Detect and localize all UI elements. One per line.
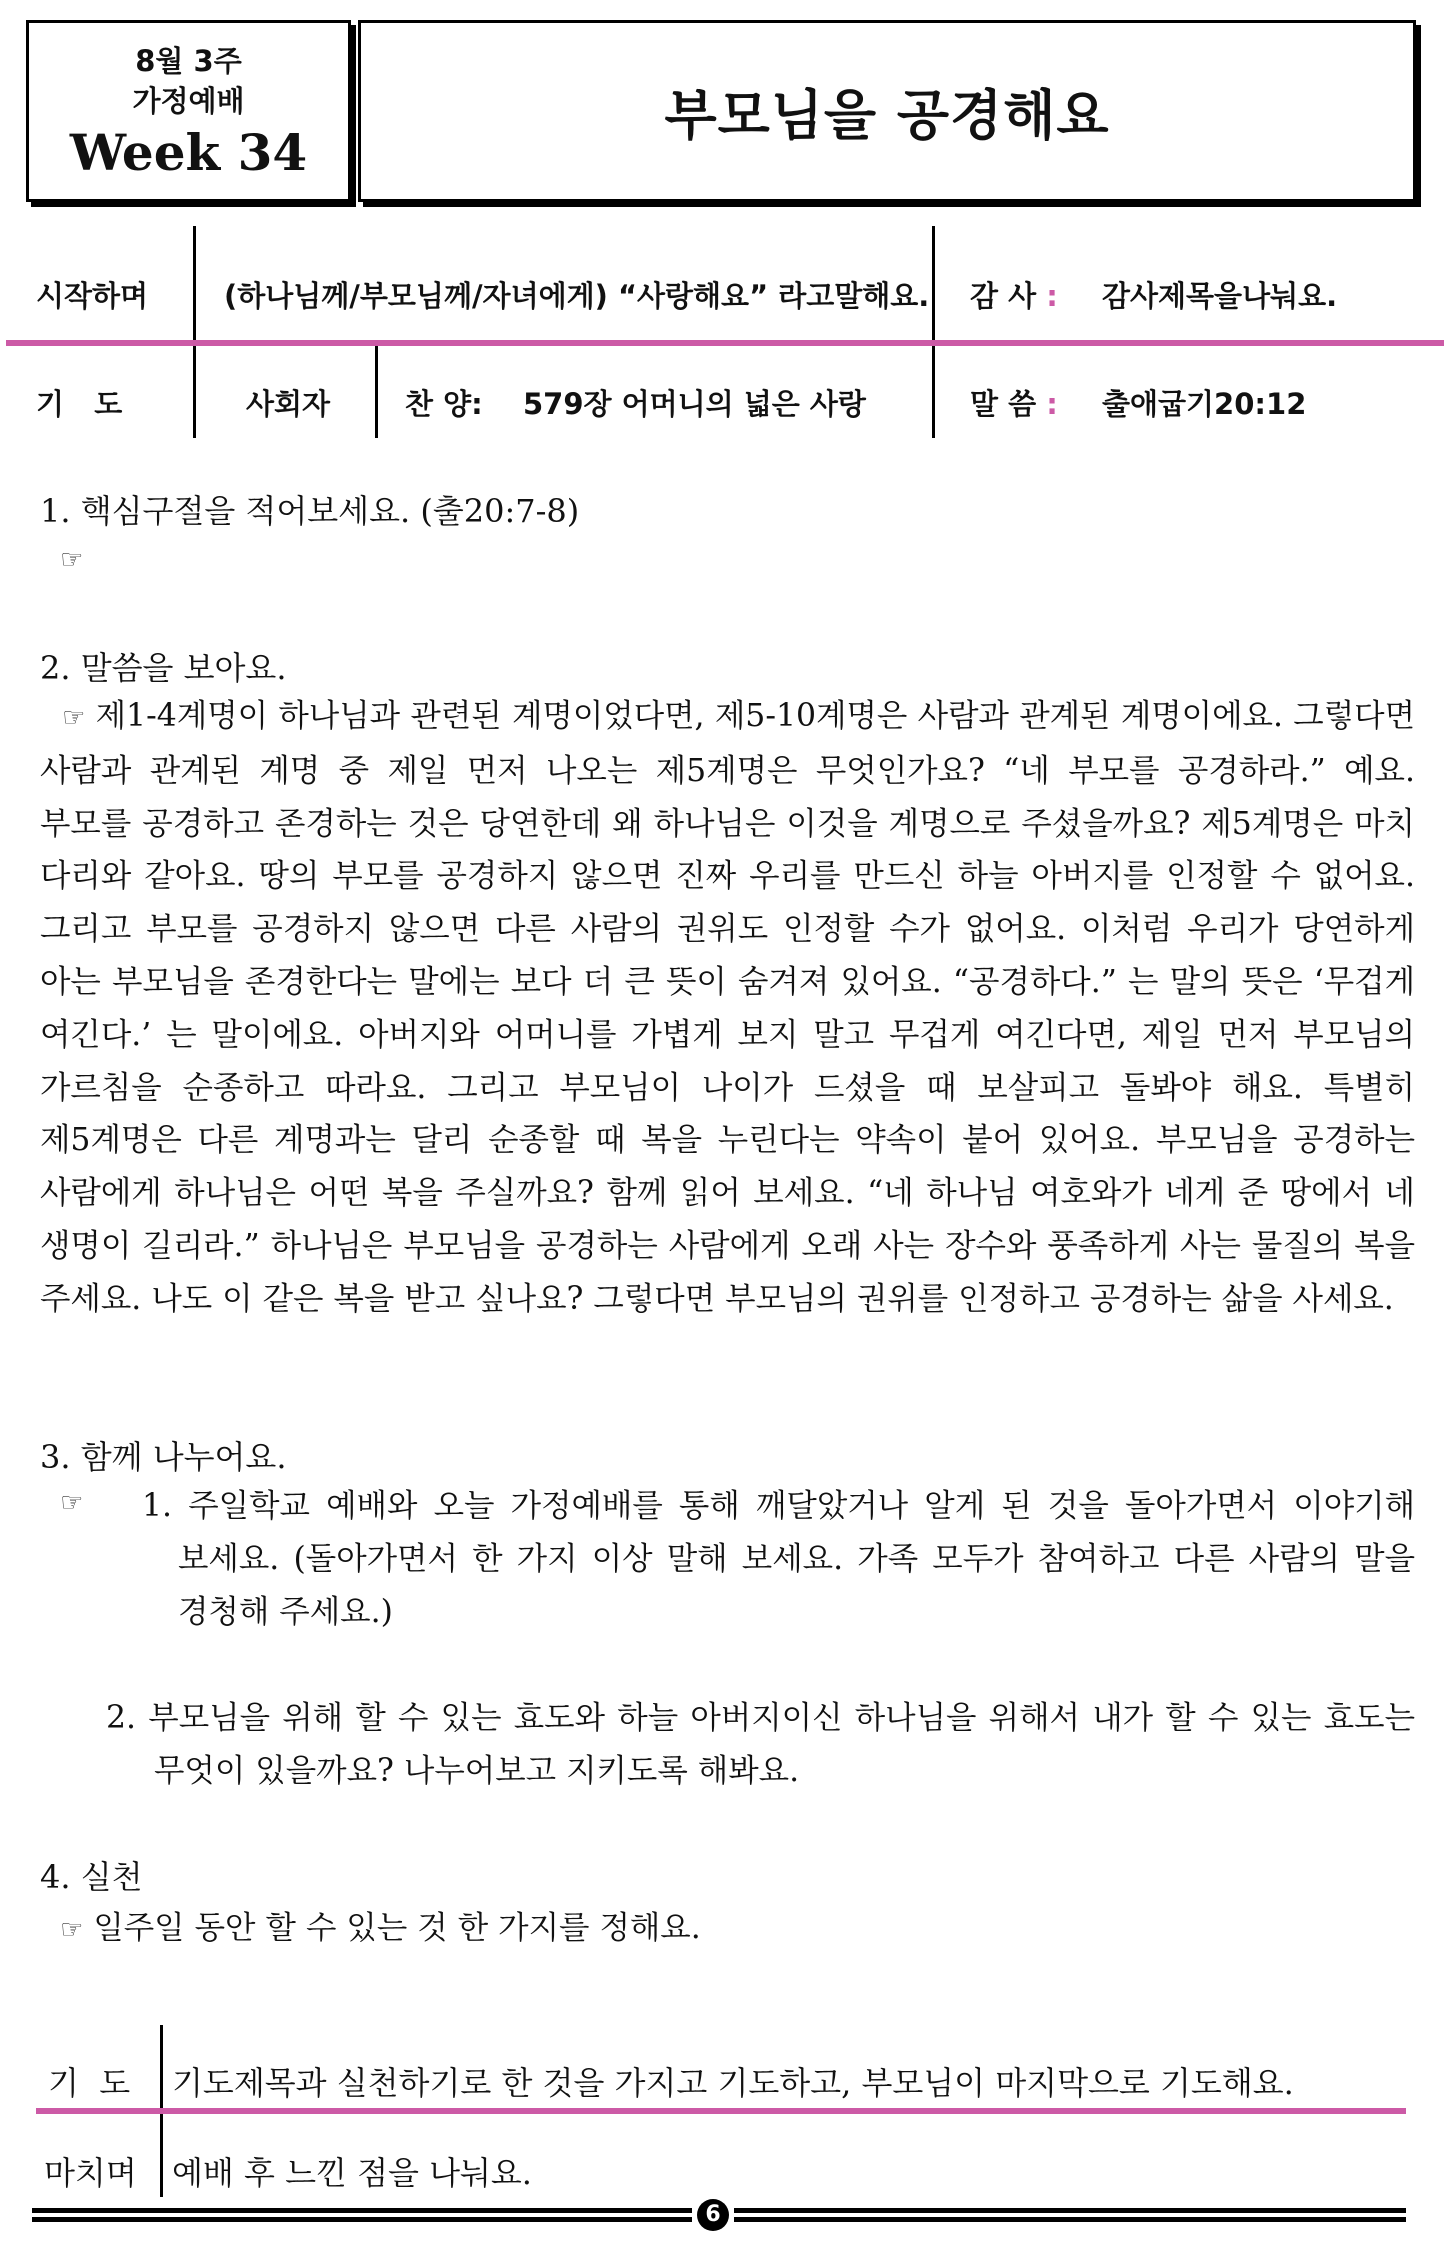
section-2-paragraph: ☞ 제1-4계명이 하나님과 관련된 계명이었다면, 제5-10계명은 사람과 관계된 계명이에요. 그렇다면 사람과 관계된 계명 중 제일 먼저 나오는 제5계명은 무엇인가요? “네 부모를 공경하라.” 예요. 부모를 공경하고 존경하는 것은 당연한데 왜 하나님은 이것을 계명으로 주셨을까요? 제5계명은 마치 다리와 같아요. 땅의 부모를 공경하지 않으면 진짜 우리를 만드신 하늘 아버지를 인정할 수 없어요. 그리고 부모를 공경하지 않으면 다른 사람의 권위도 인정할 수가 없어요. 이처럼 우리가 당연하게 아는 부모님을 존경한다는 말에는 보다 더 큰 뜻이 숨겨져 있어요. “공경하다.” 는 말의 뜻은 ‘무겁게 여긴다.’ 는 말이에요. 아버지와 어머니를 가볍게 보지 말고 무겁게 여긴다면, 제일 먼저 부모님의 가르침을 순종하고 따라요. 그리고 부모님이 나이가 드셨을 때 보살피고 돌봐야 해요. 특별히 제5계명은 다른 계명과는 달리 순종할 때 복을 누린다는 약속이 붙어 있어요. 부모님을 공경하는 사람에게 하나님은 어떤 복을 주실까요? 함께 읽어 보세요. “네 하나님 여호와가 네게 준 땅에서 네 생명이 길리라.” 하나님은 부모님을 공경하는 사람에게 오래 사는 장수와 풍족하게 사는 물질의 복을 주세요. 나도 이 같은 복을 받고 싶나요? 그렇다면 부모님의 권위를 인정하고 공경하는 삶을 사세요.: [40, 698, 1416, 1317]
closing-prayer-text: 기도제목과 실천하기로 한 것을 가지고 기도하고, 부모님이 마지막으로 기도해요.: [172, 2064, 1294, 2102]
word-text: 출애굽기20:12: [1102, 387, 1307, 421]
hymn-text: 579장 어머니의 넓은 사랑: [523, 387, 866, 421]
thanks-text: 감사제목을나눠요.: [1102, 279, 1338, 313]
divider: [932, 226, 935, 438]
page-title: 부모님을 공경해요: [664, 83, 1110, 147]
title-box: [358, 20, 1416, 202]
word-label: 말 씀 :: [970, 387, 1058, 421]
closing-end-label: 마치며: [44, 2154, 137, 2192]
pointing-hand-icon: ☞: [60, 1488, 84, 1518]
week-box: [26, 20, 351, 202]
closing-prayer-label: 기 도: [48, 2064, 131, 2102]
worship-type: 가정예배: [132, 84, 245, 118]
leader-label: 사회자: [246, 387, 331, 421]
practice-text: ☞ 일주일 동안 할 수 있는 것 한 가지를 정해요.: [60, 1910, 701, 1946]
divider: [375, 343, 378, 438]
section-4-title: 4. 실천: [40, 1858, 143, 1896]
opening-text: (하나님께/부모님께/자녀에게) “사랑해요” 라고말해요.: [224, 279, 930, 313]
pointing-hand-icon: ☞: [62, 703, 86, 733]
share-item-1: 1. 주일학교 예배와 오늘 가정예배를 통해 깨달았거나 알게 된 것을 돌아가면서 이야기해 보세요. (돌아가면서 한 가지 이상 말해 보세요. 가족 모두가 참여하고 다른 사람의 말을 경청해 주세요.): [142, 1488, 1415, 1630]
section-1-title: 1. 핵심구절을 적어보세요. (출20:7-8): [40, 492, 580, 530]
thanks-label: 감 사 :: [970, 279, 1058, 313]
section-2-title: 2. 말씀을 보아요.: [40, 649, 287, 687]
closing-end-text: 예배 후 느낀 점을 나눠요.: [172, 2154, 532, 2192]
week-number: Week 34: [69, 123, 308, 182]
footer-rule-left: [32, 2208, 692, 2228]
opening-label: 시작하며: [36, 279, 149, 313]
divider: [193, 226, 196, 438]
pointing-hand-icon: ☞: [60, 1915, 84, 1945]
pointing-hand-icon: ☞: [60, 545, 84, 575]
page-number: 6: [697, 2199, 729, 2231]
footer-rule-right: [734, 2208, 1406, 2228]
share-item-2: 2. 부모님을 위해 할 수 있는 효도와 하늘 아버지이신 하나님을 위해서 내가 할 수 있는 효도는 무엇이 있을까요? 나누어보고 지키도록 해봐요.: [106, 1700, 1415, 1789]
week-date: 8월 3주: [135, 44, 242, 78]
hymn-label: 찬 양:: [405, 387, 483, 421]
accent-rule: [36, 2108, 1406, 2114]
section-3-title: 3. 함께 나누어요.: [40, 1438, 287, 1476]
accent-rule: [6, 340, 1444, 346]
prayer-label: 기 도: [36, 387, 123, 421]
